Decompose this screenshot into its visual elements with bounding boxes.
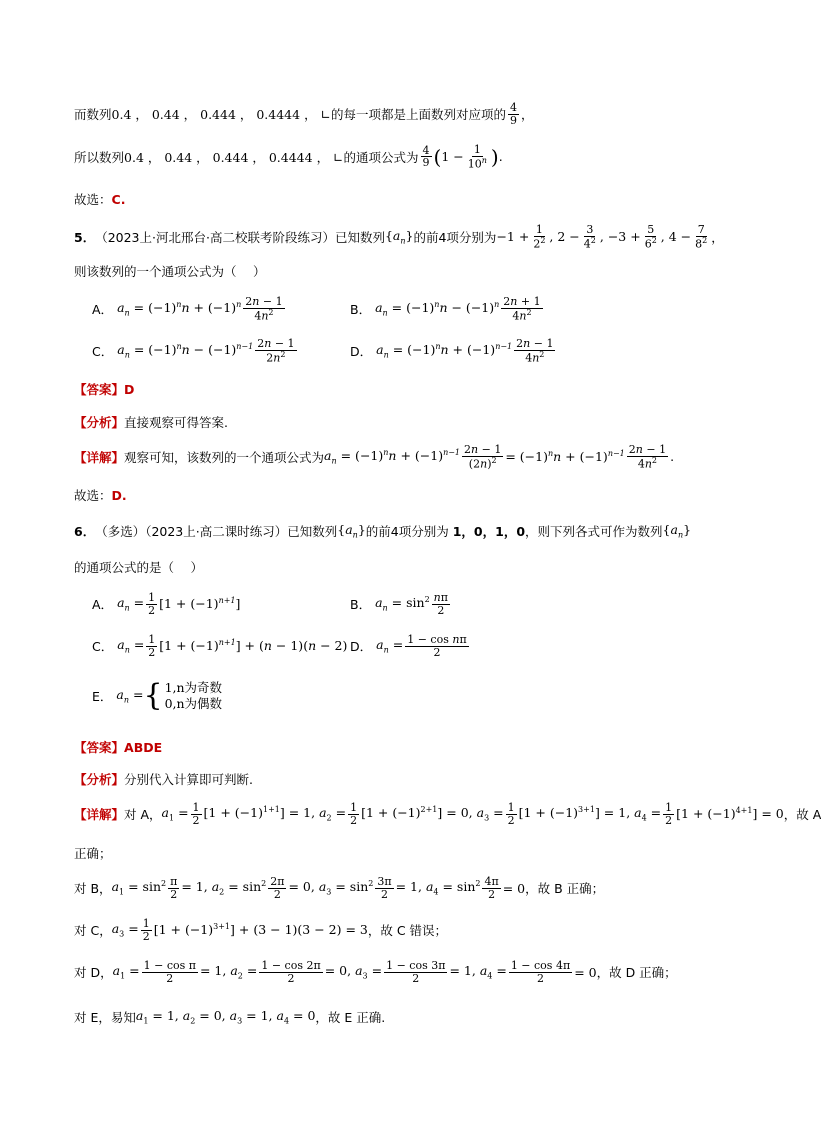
formula: $[1 + (-1)^{4+1}] = 0$ [676,806,784,822]
formula: $\{a_n\}$ [384,228,414,246]
detail-line [74,844,112,862]
formula: , −3 + [599,229,641,245]
fraction: $\frac{1}{2^2}$ [533,223,546,251]
brace: { [143,677,163,713]
fraction: $\frac{\pi}{2}$ [170,875,178,901]
formula: $\{a_n\}$ [662,522,692,540]
option-e [92,677,223,713]
fraction: $\frac{1}{2}$ [148,633,156,659]
option-label: A． [92,301,114,317]
text: ，故 E 正确. [315,1010,386,1025]
fraction: $\frac{7}{8^2}$ [695,223,708,251]
option-b [350,296,545,322]
formula: $[1 + (-1)^{2+1}] = 0$, $a_3$ = [361,805,504,823]
text: ，故 A [783,807,821,823]
text: 对 A， [124,807,162,823]
formula: $[1 + (-1)^{3+1}] + (3 - 1)(3 - 2) = 3$ [153,922,368,938]
fraction: $\frac{2n - 1}{4n^2}$ [628,443,667,471]
fraction: $\frac{2n - 1}{4n^2}$ [516,337,554,365]
answer-value: ABDE [124,739,163,755]
text: 的前4项分别为 [413,229,497,245]
answer-line [74,380,134,398]
formula: = 1, $a_4 = \sin^2$ [395,879,481,897]
text: ，故 C 错误； [367,923,448,939]
detail-line [74,918,447,942]
formula: $a_n = \sin^2$ [375,595,430,613]
text: 对 B， [74,881,112,897]
text: ， [711,229,724,245]
detail-text: 观察可知，该数列的一个通项公式为 [124,449,325,465]
paragraph-line [74,144,503,170]
option-b [350,592,452,616]
option-a [92,296,287,322]
fraction: $\frac{4\pi}{2}$ [484,875,499,901]
formula: = 1, $a_2 = \sin^2$ [181,879,267,897]
formula: = 0, $a_3$ = [324,963,383,981]
analysis-label: 【分析】 [74,772,125,787]
question-stem [74,224,724,250]
formula: $[1 + (-1)^{1+1}] = 1$, $a_2$ = [203,805,347,823]
formula: $a_n = (-1)^nn - (-1)^{n-1}$ [117,342,254,360]
option-c [92,634,347,658]
text: ，故 D 正确； [596,965,677,981]
fraction: $\frac{3}{4^2}$ [583,223,596,251]
formula: $a_n = (-1)^nn + (-1)^{n-1}$ [324,448,461,466]
paragraph-line [74,102,534,126]
question-stem-line2 [74,262,265,280]
text: . [498,149,503,165]
answer-line [74,738,162,756]
text: 而数列 [74,107,112,123]
text: 故选： [74,488,112,503]
detail-line [74,960,677,984]
formula: $a_n$ = [376,637,404,655]
fraction: $\frac{\text{1 − cos nπ}}{2}$ [407,633,467,659]
option-label: A． [92,597,114,613]
fraction: $\frac{5}{6^2}$ [644,223,657,251]
text: 的前4项分别为 [365,524,449,539]
text: 的通项公式的是（ ） [74,560,203,575]
sequence-text: 0.4 ， 0.44 ， 0.444 ， 0.4444 ， ∟ [111,107,332,123]
formula: = 1, $a_4$ = [449,963,507,981]
question-stem-line2 [74,558,203,576]
choose-line [74,486,127,504]
question-stem [74,522,691,540]
cases [165,680,222,711]
formula: = 0 [502,880,526,896]
formula: $\{a_n\}$ [337,522,366,540]
text: 对 C， [74,923,112,939]
text: 所以数列 [74,149,125,165]
case-odd: 1,n为奇数 [164,680,223,695]
question-number: 5． [74,229,96,245]
detail-line [74,876,604,900]
formula: $[1 + (-1)^{n+1}]$ [159,596,241,612]
formula: −1 + [496,229,530,245]
fraction: $\frac{2n - 1}{2n^2}$ [257,337,295,365]
formula: 1 − [441,149,464,165]
paragraph-line [74,190,125,208]
text: 对 D， [74,965,113,981]
formula: $a_n$ = [117,595,145,613]
formula: $a_1 = 1$, $a_2 = 0$, $a_3 = 1$, $a_4 = 0$ [135,1008,316,1026]
formula: = 0, $a_3 = \sin^2$ [288,879,374,897]
option-d [350,634,471,658]
fraction: $\frac{2\pi}{2}$ [270,875,285,901]
option-d [350,338,557,364]
analysis-line [74,413,228,431]
text: 正确； [74,846,112,861]
formula: $a_1$ = [112,963,140,981]
answer-text: C. [111,191,126,207]
text: ， [521,107,534,123]
option-label: D． [350,639,373,655]
option-c [92,338,299,364]
text: 对 E，易知 [74,1010,136,1025]
answer-value: D [124,381,135,397]
analysis-line [74,770,253,788]
formula: $a_n$ = [116,686,144,705]
fraction: $\frac{1}{2}$ [507,801,515,827]
fraction: $\frac{2n - 1}{(2n)^2}$ [464,443,502,471]
sequence-text: 0.4 ， 0.44 ， 0.444 ， 0.4444 ， ∟ [124,149,344,165]
fraction: $\frac{2n + 1}{4n^2}$ [503,295,541,323]
text: 的每一项都是上面数列对应项的 [331,107,507,123]
option-label: E． [92,688,113,704]
formula: $[1 + (-1)^{3+1}] = 1$, $a_4$ = [518,805,662,823]
formula: = $(-1)^nn + (-1)^{n-1}$ [505,449,625,465]
formula: , 2 − [549,229,580,245]
formula: $[1 + (-1)^{n+1}] + (n - 1)(n - 2)$ [159,638,348,654]
formula: $a_3$ = [111,921,139,939]
detail-line [74,802,821,826]
answer-label: 【答案】 [74,740,125,755]
analysis-label: 【分析】 [74,415,125,430]
text: ，故 B 正确； [525,881,605,897]
formula: $a_1$ = [161,805,189,823]
question-source: （多选）（2023上·高二课时练习）已知数列 [95,524,338,539]
fraction: $\frac{1}{2}$ [350,801,358,827]
fraction: $\frac{1}{2}$ [192,801,200,827]
formula: $a_n$ = [117,637,145,655]
option-label: B． [350,597,372,613]
fraction: $\frac{1}{2}$ [665,801,673,827]
fraction: $\frac{1 - \cos 4\pi}{2}$ [510,959,571,985]
detail-label: 【详解】 [74,449,125,465]
fraction: $\frac{1 - \cos 3\pi}{2}$ [386,959,446,985]
option-label: C． [92,343,114,359]
formula: $a_1 = \sin^2$ [111,879,167,897]
detail-label: 【详解】 [74,807,125,823]
fraction: $\frac{\text{1 − cos π}}{2}$ [143,959,196,985]
detail-line: 【详解】 观察可知，该数列的一个通项公式为 $a_n = (-1)^nn + (-1)^{n-1}$ $\frac{2n - 1}{(2n)^2}$ = $(-1)^nn + (-1)^{n-1}$ $\frac{2n - 1}{4n^2}$ . [74,443,675,471]
option-label: C． [92,639,114,655]
option-label: B． [350,301,372,317]
fraction: $\frac{1 - \cos 2\pi}{2}$ [261,959,321,985]
option-a [92,592,240,616]
fraction: $\frac{1}{2}$ [142,917,150,943]
fraction: $\frac{4}{9}$ [422,143,430,170]
detail-line [74,1008,385,1026]
formula: $a_n = (-1)^nn - (-1)^n$ [375,300,500,318]
question-source: （2023上·河北邢台·高二校联考阶段练习）已知数列 [95,229,385,245]
formula: = 0 [574,964,597,980]
fraction: $\frac{3\pi}{2}$ [377,875,392,901]
case-even: 0,n为偶数 [164,695,223,711]
formula: = 1, $a_2$ = [199,963,258,981]
question-number: 6． [74,524,96,539]
fraction: $\frac{n\pi}{2}$ [433,591,448,617]
text: 故选： [74,192,112,207]
analysis-text: 分别代入计算即可判断. [124,772,253,787]
answer-text: D. [111,487,127,503]
answer-label: 【答案】 [74,382,125,397]
analysis-text: 直接观察可得答案. [124,415,228,430]
formula: $a_n = (-1)^nn + (-1)^n$ [117,300,242,318]
option-label: D． [350,343,373,359]
terms-text: 1，0，1，0 [452,524,526,539]
formula: $a_n = (-1)^nn + (-1)^{n-1}$ [376,342,513,360]
text: 则该数列的一个通项公式为（ ） [74,264,266,279]
fraction: $\frac{1}{10^n}$ [467,143,487,171]
text: 的通项公式为 [343,149,419,165]
fraction: $\frac{4}{9}$ [510,101,518,127]
fraction: $\frac{2n - 1}{4n^2}$ [245,295,283,323]
formula: ( [433,144,442,169]
text: ，则下列各式可作为数列 [525,524,663,539]
formula: , 4 − [660,229,692,245]
formula: ) [490,144,499,169]
fraction: $\frac{1}{2}$ [148,591,156,617]
